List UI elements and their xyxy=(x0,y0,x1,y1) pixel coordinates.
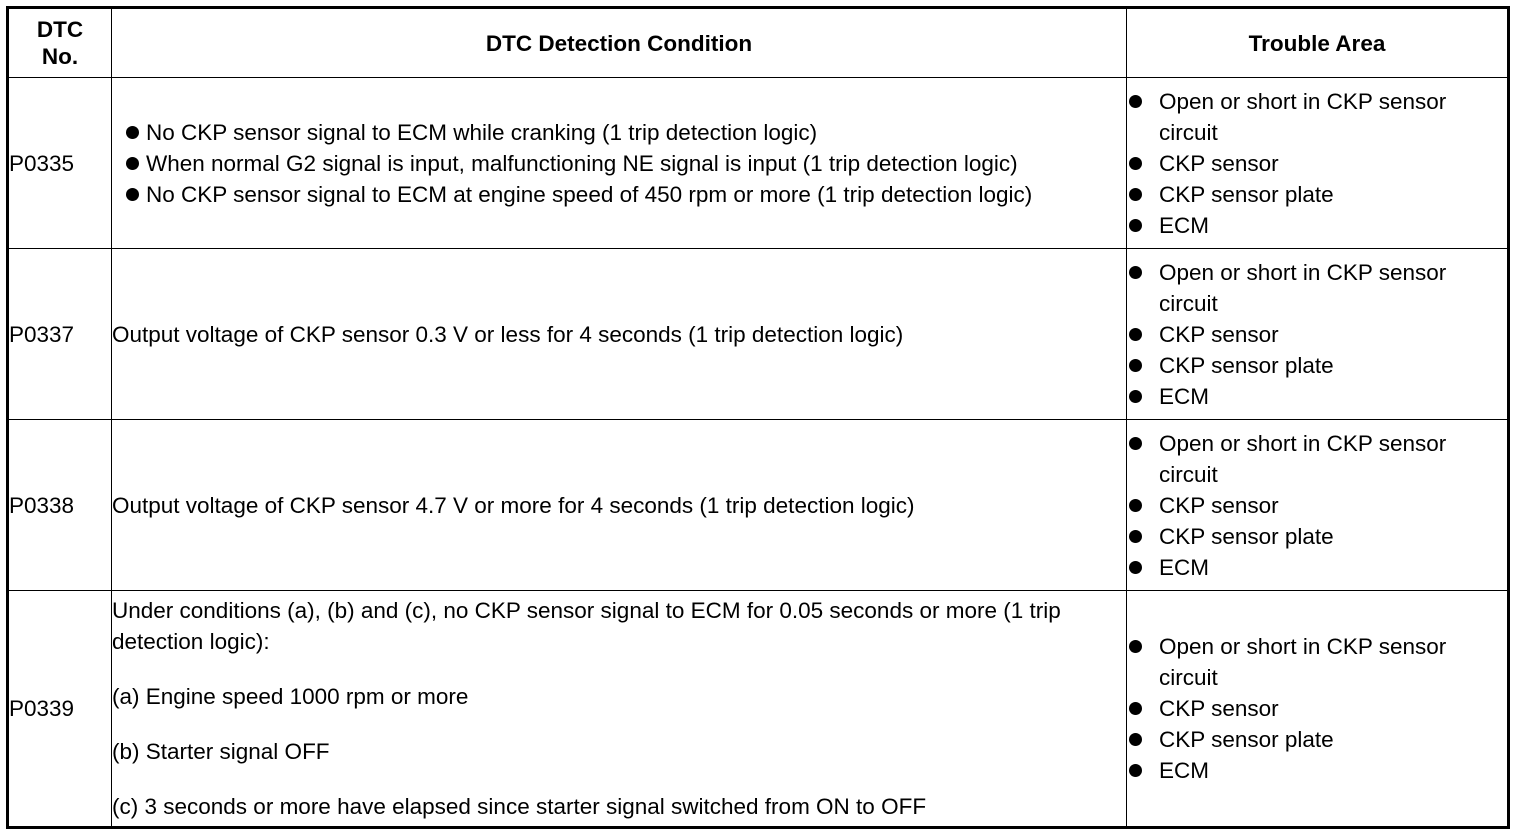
header-trouble-area: Trouble Area xyxy=(1127,8,1509,78)
detection-condition: Output voltage of CKP sensor 0.3 V or less for 4 seconds (1 trip detection logic) xyxy=(112,249,1127,420)
table-row xyxy=(8,78,1509,249)
table-row xyxy=(8,591,1509,828)
trouble-area-list xyxy=(1127,428,1507,583)
trouble-area xyxy=(1127,591,1509,828)
table-row xyxy=(8,249,1509,420)
trouble-area-list xyxy=(1127,86,1507,241)
table-row xyxy=(8,420,1509,591)
dtc-code: P0337 xyxy=(8,249,112,420)
trouble-area-item: Open or short in CKP sensor circuit xyxy=(1127,428,1507,490)
trouble-area xyxy=(1127,78,1509,249)
condition-block xyxy=(112,595,1126,822)
trouble-area-item: ECM xyxy=(1127,381,1507,412)
trouble-area-item: Open or short in CKP sensor circuit xyxy=(1127,257,1507,319)
trouble-area-item: Open or short in CKP sensor circuit xyxy=(1127,86,1507,148)
header-detection-condition: DTC Detection Condition xyxy=(112,8,1127,78)
condition-list xyxy=(112,117,1126,210)
detection-condition: Output voltage of CKP sensor 4.7 V or more for 4 seconds (1 trip detection logic) xyxy=(112,420,1127,591)
trouble-area-item: ECM xyxy=(1127,755,1507,786)
trouble-area-item: CKP sensor plate xyxy=(1127,350,1507,381)
header-dtc-no: DTC No. xyxy=(8,8,112,78)
trouble-area-list xyxy=(1127,257,1507,412)
condition-item: (b) Starter signal OFF xyxy=(112,739,330,764)
condition-intro: Under conditions (a), (b) and (c), no CKP sensor signal to ECM for 0.05 seconds or more (1 trip detection logic): xyxy=(112,598,1061,654)
dtc-table xyxy=(6,6,1510,829)
trouble-area xyxy=(1127,420,1509,591)
condition-item: No CKP sensor signal to ECM at engine speed of 450 rpm or more (1 trip detection logic) xyxy=(112,179,1126,210)
trouble-area-list xyxy=(1127,631,1507,786)
trouble-area-item: CKP sensor plate xyxy=(1127,521,1507,552)
trouble-area-item: Open or short in CKP sensor circuit xyxy=(1127,631,1507,693)
trouble-area-item: CKP sensor plate xyxy=(1127,724,1507,755)
trouble-area-item: CKP sensor xyxy=(1127,490,1507,521)
dtc-code: P0338 xyxy=(8,420,112,591)
trouble-area-item: CKP sensor xyxy=(1127,148,1507,179)
condition-item: When normal G2 signal is input, malfunctioning NE signal is input (1 trip detection logic) xyxy=(112,148,1126,179)
condition-item: No CKP sensor signal to ECM while cranking (1 trip detection logic) xyxy=(112,117,1126,148)
condition-item: (c) 3 seconds or more have elapsed since starter signal switched from ON to OFF xyxy=(112,794,927,819)
trouble-area-item: ECM xyxy=(1127,210,1507,241)
header-row xyxy=(8,8,1509,78)
dtc-code: P0339 xyxy=(8,591,112,828)
trouble-area-item: CKP sensor plate xyxy=(1127,179,1507,210)
trouble-area-item: CKP sensor xyxy=(1127,319,1507,350)
trouble-area xyxy=(1127,249,1509,420)
detection-condition xyxy=(112,78,1127,249)
trouble-area-item: ECM xyxy=(1127,552,1507,583)
dtc-code: P0335 xyxy=(8,78,112,249)
detection-condition xyxy=(112,591,1127,828)
trouble-area-item: CKP sensor xyxy=(1127,693,1507,724)
condition-item: (a) Engine speed 1000 rpm or more xyxy=(112,684,469,709)
